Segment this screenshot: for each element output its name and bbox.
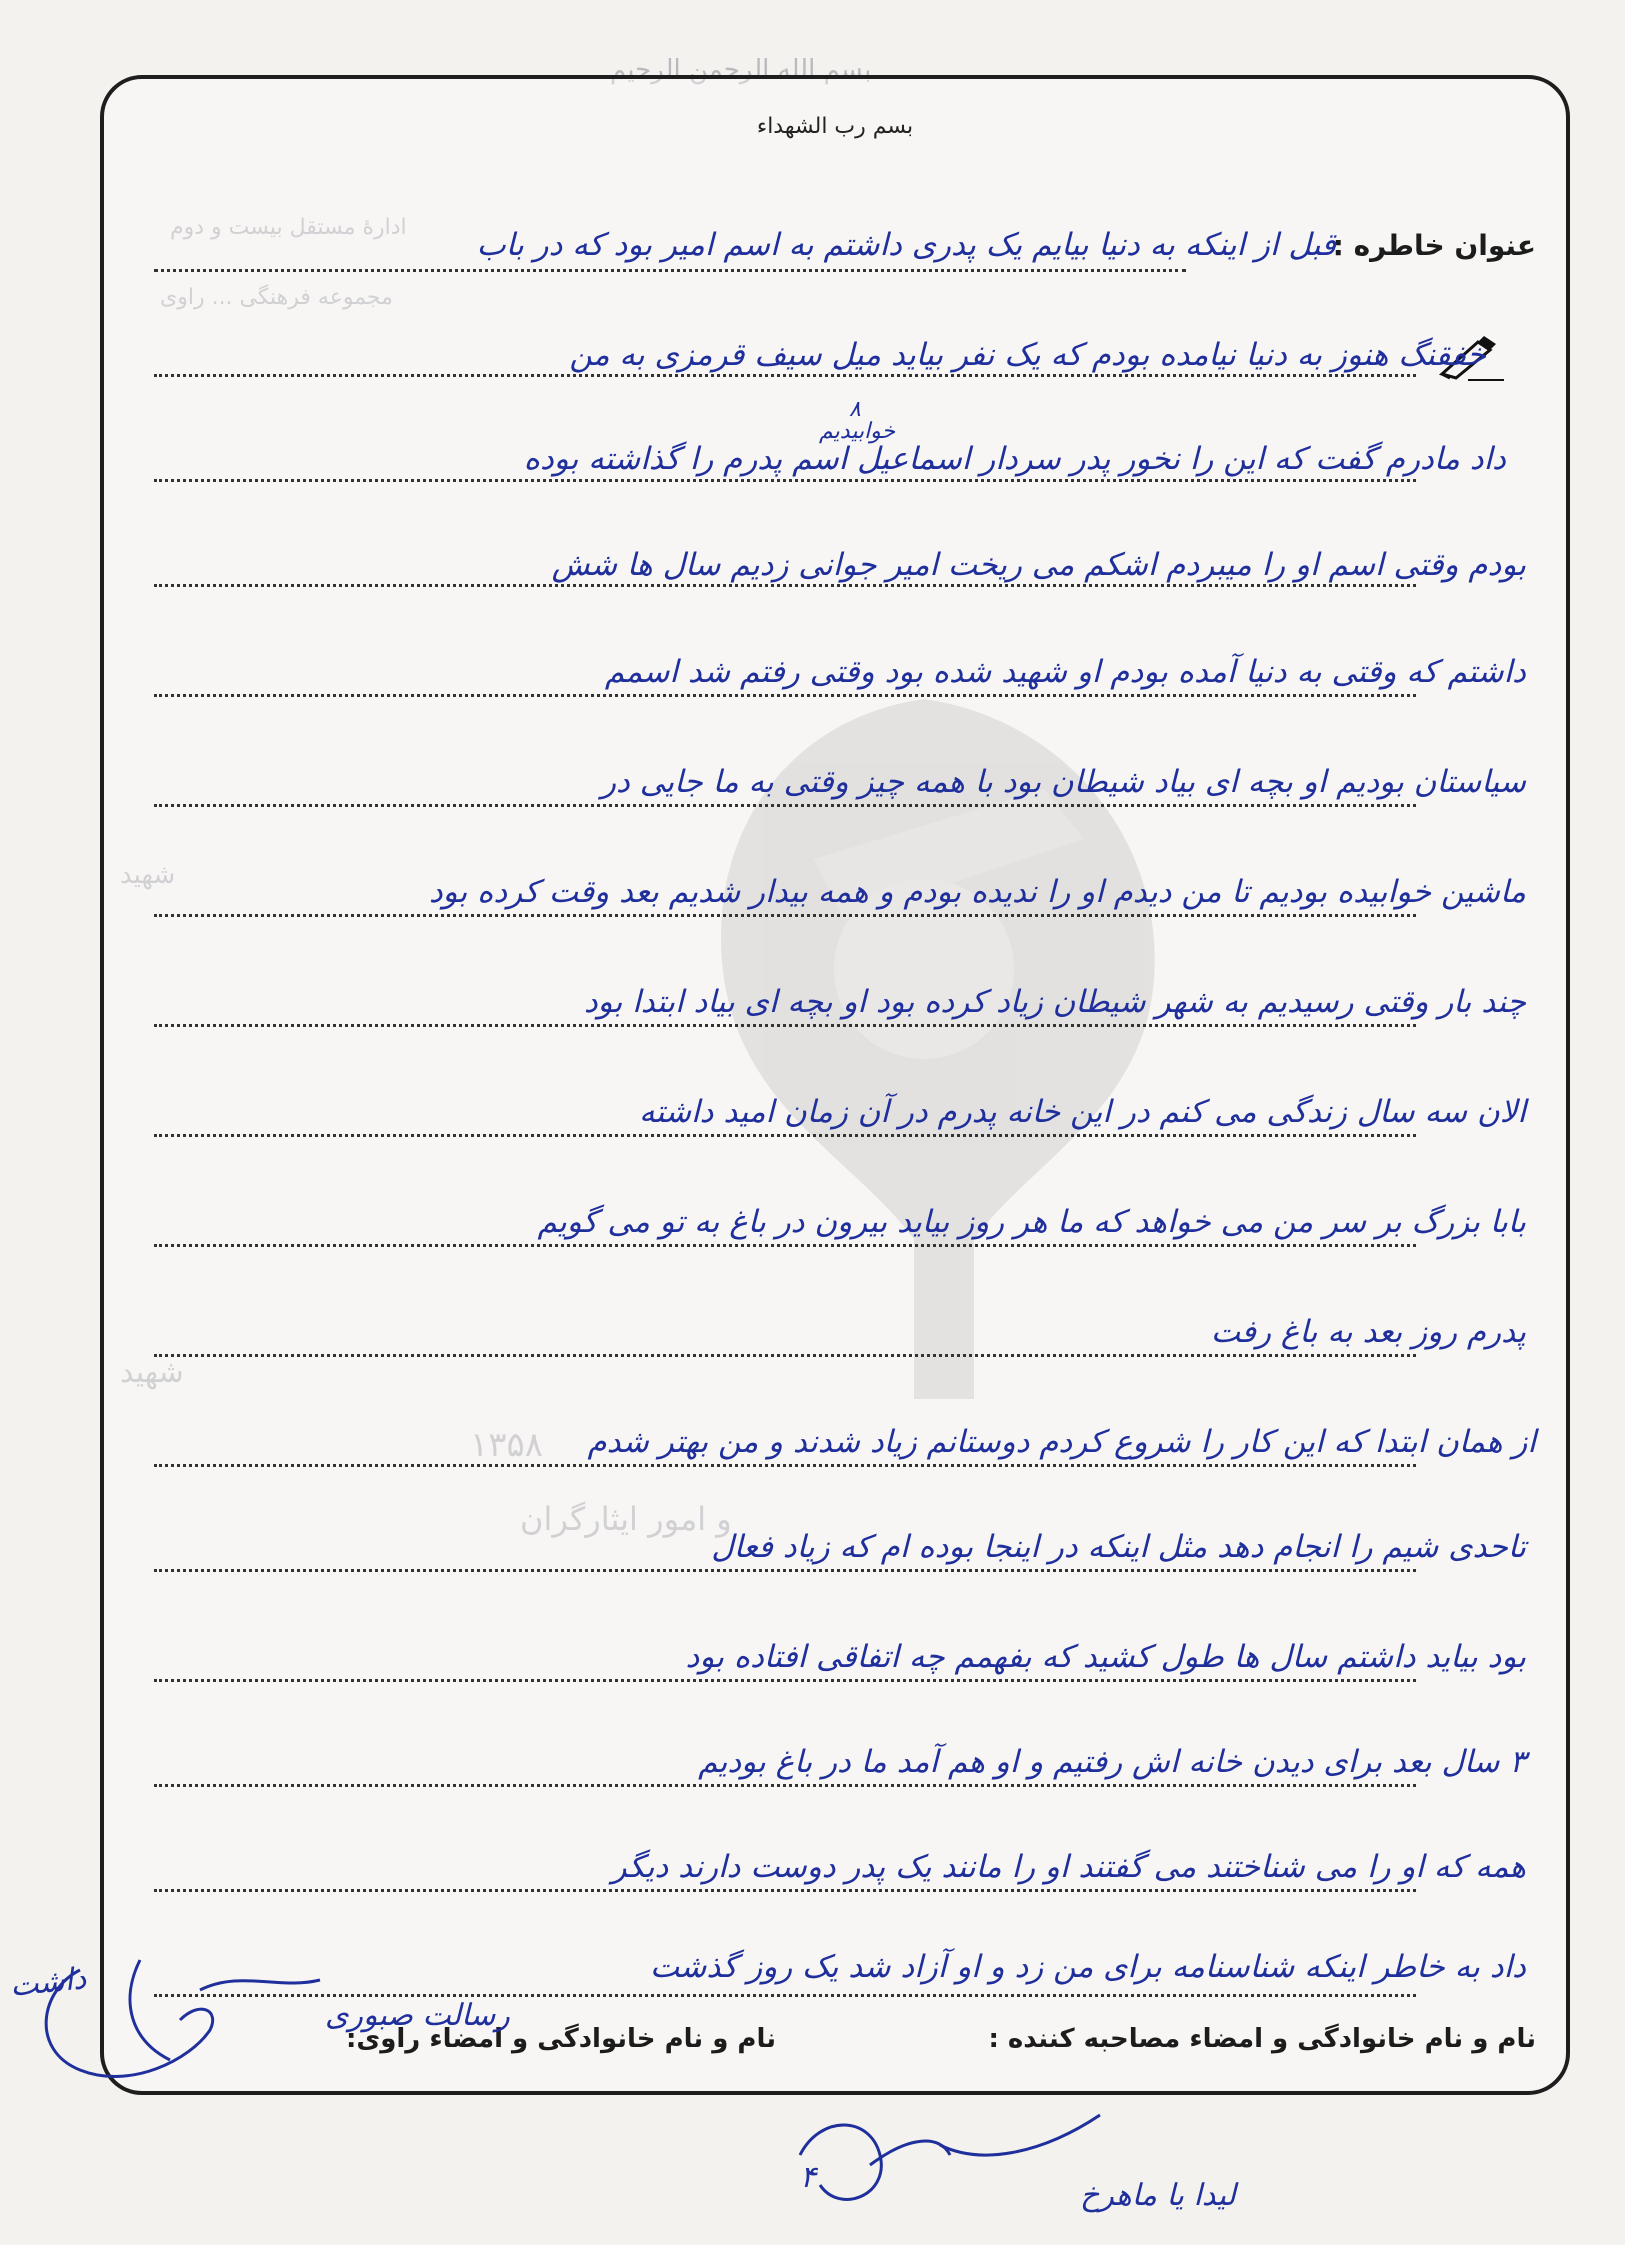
memoir-form [100,75,1570,2095]
handwritten-line: پدرم روز بعد به باغ رفت [1210,1314,1526,1350]
ruled-line [154,1464,1416,1467]
ruled-line [154,1994,1416,1997]
handwritten-line: داشتم که وقتی به دنیا آمده بودم او شهید شده بود وقتی رفتم شد اسمم [604,654,1526,690]
handwritten-line: داد مادرم گفت که این را نخور پدر سردار اسماعیل اسم پدرم را گذاشته بوده [523,441,1506,477]
handwritten-insert: خوابیدیم [819,419,896,444]
ghost-fragment: شهید [120,860,176,890]
interviewer-signature [780,2095,1236,2235]
handwritten-line: بابا بزرگ بر سر من می خواهد که ما هر روز بیاید بیرون در باغ به تو می گویم [537,1204,1526,1240]
ruled-line [154,1784,1416,1787]
ruled-line [154,1679,1416,1682]
ghost-fragment: ۱۳۵۸ [470,1425,544,1465]
watermark-emblem-icon [664,639,1184,1419]
handwritten-line: بودم وقتی اسم او را میبردم اشکم می ریخت امیر جوانی زدیم سال ها شش [551,547,1526,583]
interviewer-signature-label: نام و نام خانوادگی و امضاء مصاحبه کننده : [988,2024,1536,2054]
handwritten-line: ۳ سال بعد برای دیدن خانه اش رفتیم و او هم آمد ما در باغ بودیم [698,1744,1526,1780]
handwritten-line: از همان ابتدا که این کار را شروع کردم دوستانم زیاد شدند و من بهتر شدم [587,1424,1536,1460]
ruled-line [154,1244,1416,1247]
ruled-line [154,804,1416,807]
ruled-line [154,1569,1416,1572]
handwritten-line: بود بیاید داشتم سال ها طول کشید که بفهمم چه اتفاقی افتاده بود [685,1639,1526,1675]
interviewer-signature-text: لیدا یا ماهرخ [1080,2178,1236,2213]
ruled-line [154,269,1186,272]
handwritten-line: ماشین خوابیده بودیم تا من دیدم او را ندیده بودم و همه بیدار شدیم بعد وقت کرده بود [428,874,1526,910]
ruled-line [154,694,1416,697]
ghost-basmala: بسم الله الرحمن الرحیم [610,55,872,85]
handwritten-line: خفقنگ هنوز به دنیا نیامده بودم که یک نفر بیاید میل سیف قرمزی به من [569,337,1486,373]
ghost-fragment: شهید [120,1355,184,1390]
handwritten-line: قبل از اینکه به دنیا بیایم یک پدری داشتم به اسم امیر بود که در باب [476,227,1336,263]
narrator-signature-text: رسالت صبوری [325,1998,510,2033]
handwritten-line: داد به خاطر اینکه شناسنامه برای من زد و او آزاد شد یک روز گذشت [649,1949,1526,1985]
ruled-line [154,1024,1416,1027]
handwritten-line: الان سه سال زندگی می کنم در این خانه پدرم در آن زمان امید داشته [639,1094,1526,1130]
narrator-signature-label: نام و نام خانوادگی و امضاء راوی: [346,2024,776,2054]
margin-note: داشت [8,1961,88,2004]
basmala-heading: بسم رب الشهداء [756,114,914,139]
ruled-line [154,374,1416,377]
ghost-fragment: و امور ایثارگران [520,1500,732,1538]
ruled-line [154,1354,1416,1357]
ruled-line [154,479,1416,482]
memoir-title-label: عنوان خاطره : [1332,229,1536,262]
ghost-fragment: مجموعه فرهنگی ... راوی [160,285,393,310]
ruled-line [154,914,1416,917]
ruled-line [154,1889,1416,1892]
page-number: ۴ [800,2160,817,2195]
handwritten-line: تاحدی شیم را انجام دهد مثل اینکه در اینجا بوده ام که زیاد فعال [711,1529,1526,1565]
handwritten-line: همه که او را می شناختند می گفتند او را مانند یک پدر دوست دارند دیگر [611,1849,1526,1885]
handwritten-insert: ۸ [849,397,861,422]
ruled-line [154,584,1416,587]
handwritten-line: چند بار وقتی رسیدیم به شهر شیطان زیاد کرده بود او بچه ای بیاد ابتدا بود [583,984,1526,1020]
ghost-fragment: ادارهٔ مستقل بیست و دوم [170,215,407,240]
handwritten-line: سیاستان بودیم او بچه ای بیاد شیطان بود با همه چیز وقتی به ما جایی در [601,764,1526,800]
narrator-signature [20,1930,510,2100]
ruled-line [154,1134,1416,1137]
